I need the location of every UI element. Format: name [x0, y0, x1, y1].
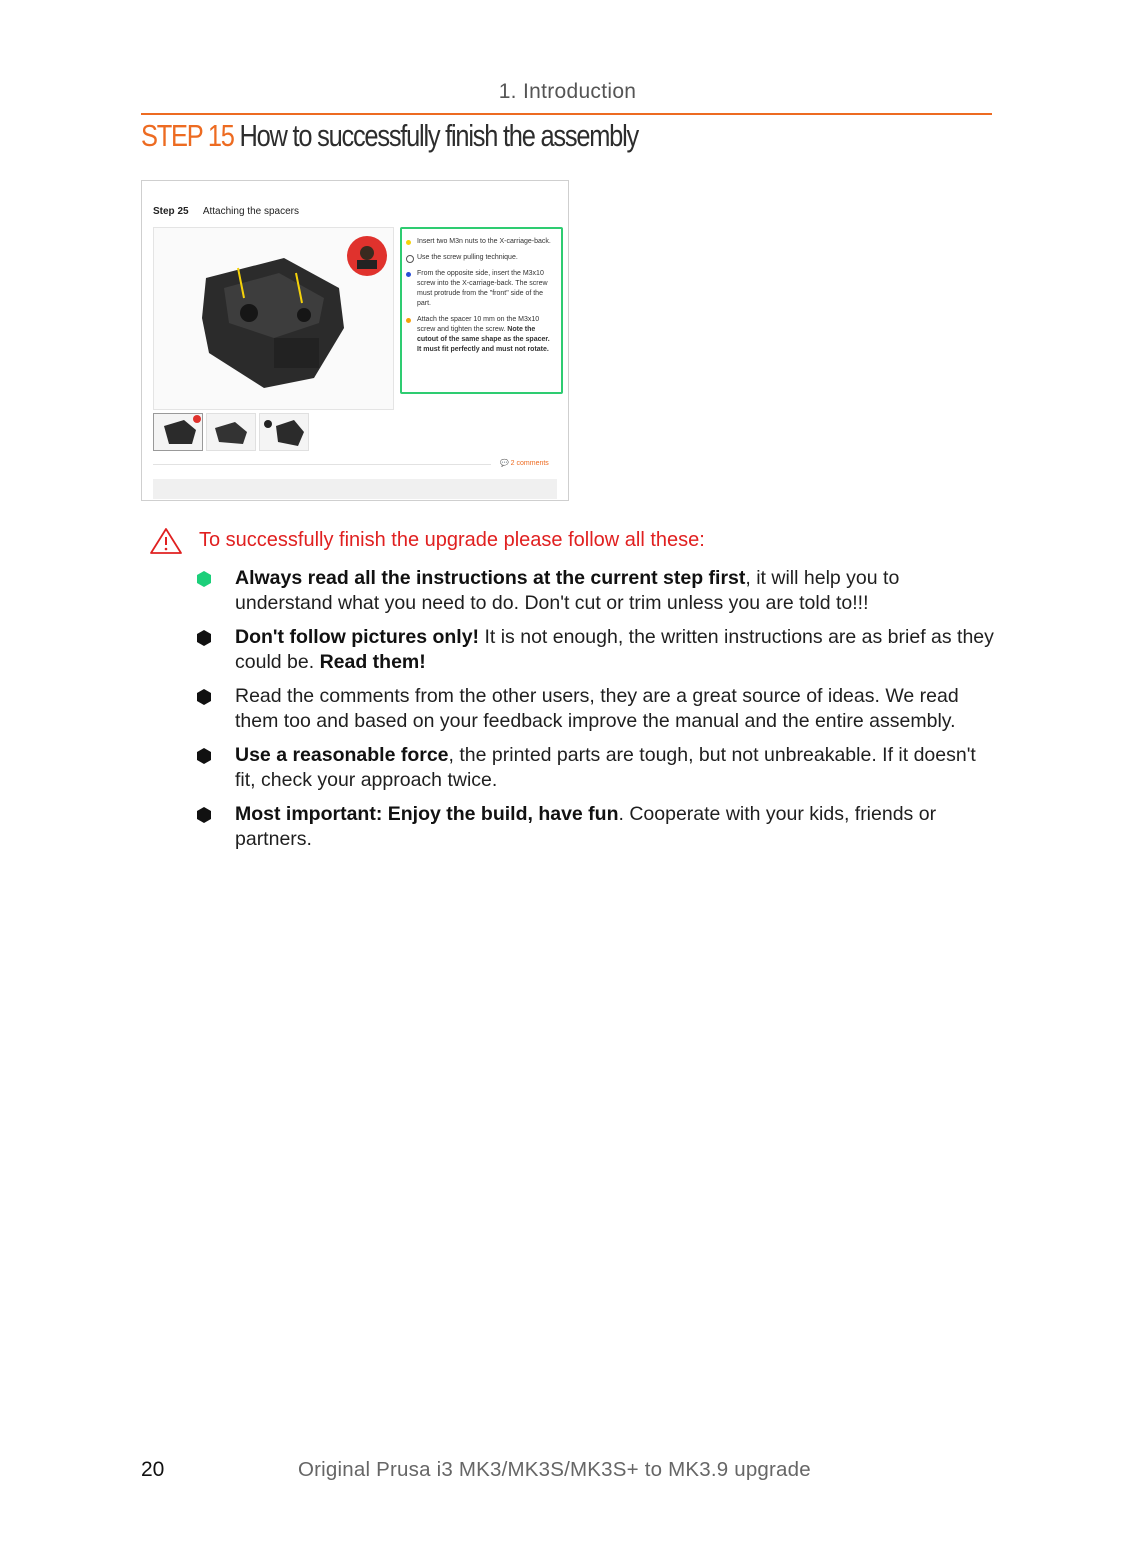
hexagon-bullet-icon — [196, 571, 212, 587]
list-item: Always read all the instructions at the current step first, it will help you to understand what you need to do. Don't cut or trim unless you are told to!!! — [196, 566, 996, 615]
page-number: 20 — [141, 1458, 165, 1481]
comments-link[interactable]: 💬 2 comments — [500, 460, 549, 467]
yellow-dot-icon — [406, 240, 411, 245]
note-4: Attach the spacer 10 mm on the M3x10 screw and tighten the screw. Note the cutout of the same shape as the spacer. It must fit perfectly and must not rotate. — [417, 315, 555, 355]
advice-list — [196, 566, 996, 861]
hexagon-bullet-icon — [196, 748, 212, 764]
part-photo — [153, 227, 394, 410]
instruction-notes — [400, 227, 563, 394]
screenshot-step-heading — [153, 206, 299, 217]
comment-icon: 💬 — [500, 460, 509, 467]
thumbnail-2[interactable] — [206, 413, 256, 451]
screenshot-divider — [153, 464, 491, 465]
screenshot-step-title: Attaching the spacers — [202, 206, 299, 217]
note-1: Insert two M3n nuts to the X-carriage-back. — [417, 237, 555, 247]
reference-screenshot — [141, 180, 569, 501]
warning-text: To successfully finish the upgrade please follow all these: — [199, 529, 705, 551]
list-item: Don't follow pictures only! It is not enough, the written instructions are as brief as they could be. Read them! — [196, 625, 996, 674]
thumbnail-3[interactable] — [259, 413, 309, 451]
list-item: Read the comments from the other users, they are a great source of ideas. We read them too and based on your feedback improve the manual and the entire assembly. — [196, 684, 996, 733]
header-rule — [141, 113, 992, 115]
warning-icon — [149, 527, 183, 555]
comment-box — [153, 479, 557, 499]
note-2: Use the screw pulling technique. — [417, 253, 555, 263]
x-carriage-part-image — [154, 228, 393, 409]
list-item: Use a reasonable force, the printed parts are tough, but not unbreakable. If it doesn't fit, check your approach twice. — [196, 743, 996, 792]
list-item: Most important: Enjoy the build, have fun. Cooperate with your kids, friends or partners. — [196, 802, 996, 851]
step-heading — [141, 118, 638, 154]
step-number: STEP 15 — [141, 118, 234, 153]
info-icon — [406, 255, 414, 263]
hexagon-bullet-icon — [196, 807, 212, 823]
thumbnail-1[interactable] — [153, 413, 203, 451]
note-3: From the opposite side, insert the M3x10 screw into the X-carriage-back. The screw must protrude from the "front" side of the part. — [417, 269, 555, 309]
manual-title: Original Prusa i3 MK3/MK3S/MK3S+ to MK3.9 upgrade — [298, 1458, 811, 1481]
section-header: 1. Introduction — [498, 80, 637, 103]
step-title: How to successfully finish the assembly — [239, 118, 638, 153]
orange-dot-icon — [406, 318, 411, 323]
blue-dot-icon — [406, 272, 411, 277]
hexagon-bullet-icon — [196, 630, 212, 646]
screenshot-step-label: Step 25 — [153, 206, 189, 217]
hexagon-bullet-icon — [196, 689, 212, 705]
